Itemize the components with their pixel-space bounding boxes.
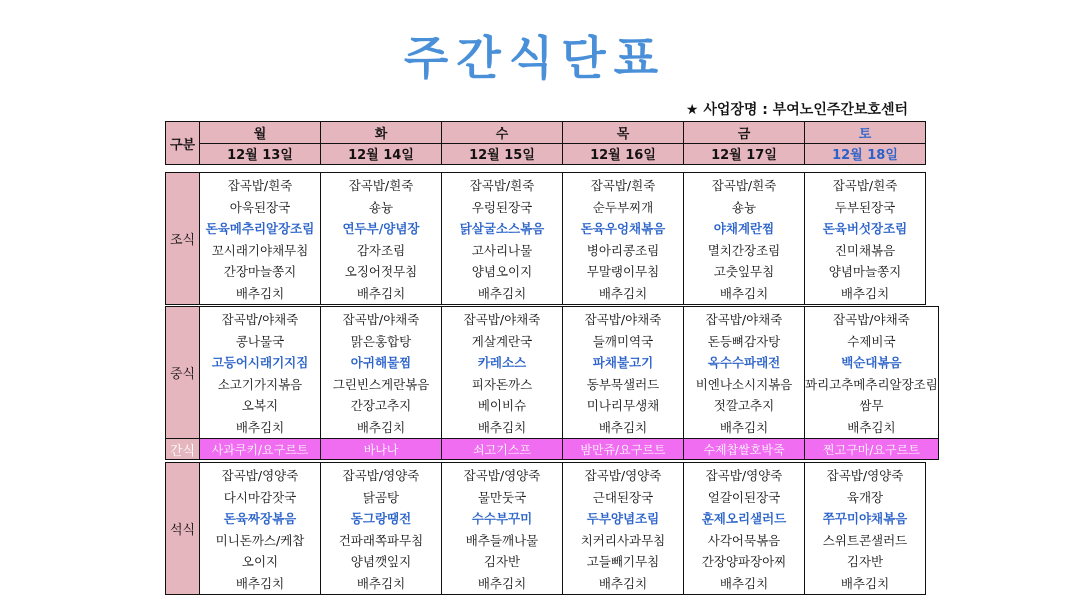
day-fri: 금 (684, 122, 805, 144)
breakfast-cell-wed (442, 173, 563, 305)
menu-item: 양념깻잎지 (350, 554, 412, 569)
menu-item: 잡곡밥/영양죽 (221, 468, 299, 483)
menu-item: 잡곡밥/야채죽 (705, 312, 783, 327)
menu-item: 오징어젓무침 (344, 264, 418, 279)
menu-item: 잡곡밥/영양죽 (826, 468, 904, 483)
lunch-cell-wed (442, 307, 563, 439)
menu-item: 고등어시래기지짐 (211, 355, 309, 370)
menu-item: 미니돈까스/케찹 (215, 532, 305, 548)
menu-item: 감자조림 (356, 242, 406, 258)
menu-item: 고들빼기무침 (586, 554, 660, 569)
menu-item: 비엔나소시지볶음 (695, 376, 793, 392)
menu-item: 백순대볶음 (841, 355, 902, 370)
menu-item: 스위트콘샐러드 (822, 532, 908, 548)
menu-item: 옥수수파래전 (707, 355, 781, 370)
menu-item: 잡곡밥/영양죽 (584, 468, 662, 483)
date-wed: 12월 15일 (442, 143, 563, 165)
menu-item: 김자반 (846, 554, 884, 569)
date-tue: 12월 14일 (321, 143, 442, 165)
menu-item: 진미채볶음 (834, 242, 896, 258)
menu-item: 무말랭이무침 (586, 264, 660, 279)
menu-item: 아귀해물찜 (350, 355, 412, 370)
day-thu: 목 (563, 122, 684, 144)
dinner-label: 석식 (166, 463, 200, 595)
menu-item: 잡곡밥/영양죽 (705, 468, 783, 483)
menu-item: 우렁된장국 (471, 199, 533, 215)
lunch-cell-mon (200, 307, 321, 439)
menu-item: 훈제오리샐러드 (701, 511, 787, 526)
menu-item: 배추김치 (477, 285, 527, 301)
lunch-cell-sat (805, 307, 939, 439)
menu-item: 배추김치 (356, 575, 406, 591)
menu-item: 병아리콩조림 (586, 242, 660, 258)
menu-item: 소고기가지볶음 (217, 376, 303, 392)
header-label: 구분 (166, 122, 200, 165)
menu-item: 동부묵샐러드 (586, 376, 660, 392)
lunch-cell-tue (321, 307, 442, 439)
menu-item: 다시마감잣국 (223, 489, 297, 505)
menu-item: 고춧잎무침 (713, 264, 775, 279)
menu-item: 그린빈스게란볶음 (332, 376, 430, 392)
lunch-cell-thu (563, 307, 684, 439)
menu-item: 콩나물국 (235, 333, 285, 349)
menu-item: 아욱된장국 (229, 199, 291, 215)
menu-item: 배추김치 (477, 575, 527, 591)
menu-item: 간장양파장아찌 (701, 554, 787, 569)
menu-item: 꽈리고추메추리알장조림 (805, 376, 938, 392)
day-wed: 수 (442, 122, 563, 144)
menu-item: 잡곡밥/야채죽 (342, 312, 420, 327)
menu-item: 배추김치 (719, 419, 769, 435)
menu-item: 배추김치 (719, 285, 769, 301)
menu-item: 젓깔고추지 (713, 398, 775, 413)
menu-item: 배추김치 (356, 419, 406, 435)
breakfast-cell-mon (200, 173, 321, 305)
menu-item: 오복지 (241, 398, 279, 413)
menu-item: 연두부/양념장 (342, 221, 420, 236)
breakfast-cell-thu (563, 173, 684, 305)
menu-item: 건파래쪽파무침 (338, 532, 424, 548)
menu-item: 얼갈이된장국 (707, 489, 781, 505)
menu-item: 돈육메추리알장조림 (205, 221, 315, 236)
date-sat: 12월 18일 (805, 143, 926, 165)
menu-item: 맑은홍합탕 (350, 333, 412, 349)
menu-item: 배추김치 (719, 575, 769, 591)
menu-item: 양념오이지 (471, 264, 533, 279)
lunch-table (165, 306, 939, 460)
menu-item: 배추김치 (598, 419, 648, 435)
menu-item: 닭살굴소스볶음 (459, 221, 545, 236)
snack-cell-thu: 밤만쥬/요구르트 (563, 439, 684, 460)
menu-item: 잡곡밥/영양죽 (342, 468, 420, 483)
dinner-cell-sat (805, 463, 926, 595)
menu-item: 배추김치 (235, 285, 285, 301)
dinner-cell-mon (200, 463, 321, 595)
menu-item: 베이비슈 (477, 398, 527, 413)
menu-item: 수제비국 (847, 333, 896, 349)
day-sat: 토 (805, 122, 926, 144)
menu-item: 잡곡밥/영양죽 (463, 468, 541, 483)
menu-item: 배추김치 (840, 285, 890, 301)
menu-item: 닭곰탕 (362, 489, 400, 505)
menu-item: 야채계란찜 (713, 221, 775, 236)
menu-title: 주간식단표 (403, 31, 667, 85)
menu-item: 동그랑땡전 (350, 511, 412, 526)
menu-item: 잡곡밥/흰죽 (227, 178, 293, 193)
menu-item: 숑늉 (731, 199, 757, 215)
menu-item: 쌈무 (859, 398, 884, 413)
menu-item: 김자반 (483, 554, 521, 569)
breakfast-table (165, 172, 926, 305)
menu-item: 오이지 (241, 554, 279, 569)
menu-item: 배추김치 (356, 285, 406, 301)
menu-item: 파채불고기 (592, 355, 654, 370)
menu-item: 배추김치 (598, 285, 648, 301)
menu-item: 잡곡밥/흰죽 (469, 178, 535, 193)
snack-cell-mon: 사과쿠키/요구르트 (200, 439, 321, 460)
lunch-label: 중식 (166, 307, 200, 439)
menu-item: 육개장 (846, 489, 884, 505)
day-mon: 월 (200, 122, 321, 144)
menu-item: 잡곡밥/흰죽 (348, 178, 414, 193)
menu-item: 돈육우엉채볶음 (580, 221, 666, 236)
menu-item: 숑늉 (368, 199, 394, 215)
dinner-cell-fri (684, 463, 805, 595)
menu-item: 돈육짜장볶음 (223, 511, 297, 526)
menu-item: 잡곡밥/야채죽 (221, 312, 299, 327)
breakfast-cell-tue (321, 173, 442, 305)
menu-item: 간장고추지 (350, 398, 412, 413)
menu-item: 배추김치 (477, 419, 527, 435)
dinner-cell-wed (442, 463, 563, 595)
menu-item: 근대된장국 (592, 489, 654, 505)
date-fri: 12월 17일 (684, 143, 805, 165)
menu-item: 두부된장국 (834, 199, 896, 215)
lunch-cell-fri (684, 307, 805, 439)
menu-item: 간장마늘쫑지 (223, 264, 297, 279)
dinner-cell-tue (321, 463, 442, 595)
menu-item: 들깨미역국 (592, 333, 654, 349)
menu-item: 쭈꾸미야채볶음 (822, 511, 908, 526)
menu-item: 돈육버섯장조림 (822, 221, 908, 236)
menu-item: 꼬시래기야채무침 (211, 242, 309, 258)
menu-item: 두부양념조림 (586, 511, 660, 526)
menu-item: 멸치간장조림 (707, 242, 781, 258)
menu-item: 치커리사과무침 (580, 532, 666, 548)
menu-item: 피자돈까스 (471, 376, 533, 392)
menu-item: 배추들깨나물 (465, 532, 539, 548)
menu-item: 돈등뼈감자탕 (707, 333, 781, 349)
menu-item: 카레소스 (477, 355, 527, 370)
menu-item: 잡곡밥/야채죽 (833, 312, 910, 327)
menu-item: 잡곡밥/흰죽 (832, 178, 898, 193)
menu-item: 잡곡밥/야채죽 (463, 312, 541, 327)
header-table (165, 121, 926, 165)
snack-cell-sat: 찐고구마/요구르트 (805, 439, 939, 460)
menu-item: 배추김치 (598, 575, 648, 591)
menu-item: 배추김치 (840, 575, 890, 591)
dinner-cell-thu (563, 463, 684, 595)
menu-item: 배추김치 (235, 419, 285, 435)
facility-name: ★ 사업장명 : 부여노인주간보호센터 (685, 102, 908, 118)
menu-item: 미나리무생채 (586, 398, 660, 413)
date-mon: 12월 13일 (200, 143, 321, 165)
menu-item: 잡곡밥/흰죽 (711, 178, 777, 193)
day-tue: 화 (321, 122, 442, 144)
snack-cell-tue: 바나나 (321, 439, 442, 460)
breakfast-cell-fri (684, 173, 805, 305)
date-thu: 12월 16일 (563, 143, 684, 165)
menu-item: 잡곡밥/야채죽 (584, 312, 662, 327)
menu-item: 사각어묵볶음 (707, 532, 781, 548)
snack-label: 간식 (166, 439, 200, 460)
menu-item: 물만둣국 (477, 489, 527, 505)
menu-item: 배추김치 (235, 575, 285, 591)
menu-item: 수수부꾸미 (471, 511, 533, 526)
menu-item: 잡곡밥/흰죽 (590, 178, 656, 193)
breakfast-label: 조식 (166, 173, 200, 305)
menu-item: 배추김치 (847, 419, 896, 435)
snack-cell-wed: 쇠고기스프 (442, 439, 563, 460)
menu-item: 고사리나물 (471, 242, 533, 258)
menu-item: 순두부찌개 (592, 199, 654, 215)
menu-item: 게살계란국 (471, 333, 533, 349)
snack-cell-fri: 수제찹쌀호박죽 (684, 439, 805, 460)
breakfast-cell-sat (805, 173, 926, 305)
menu-item: 양념마늘쫑지 (828, 264, 902, 279)
dinner-table (165, 462, 926, 595)
